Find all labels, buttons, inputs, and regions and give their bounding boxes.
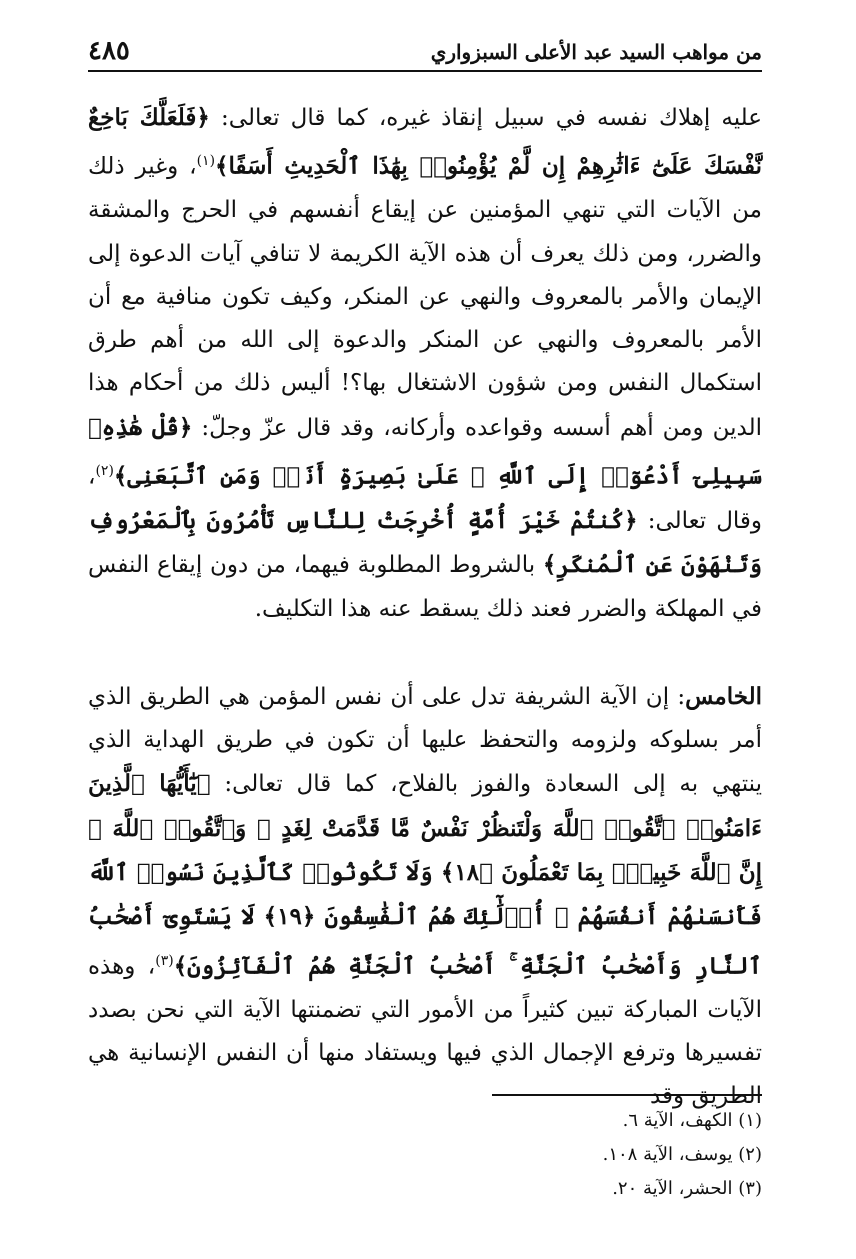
quran-verse: ﴿كُنتُمْ خَيْرَ أُمَّةٍ أُخْرِجَتْ لِلنَّاسِ تَأْمُرُونَ بِٱلْمَعْرُوفِ وَتَنْهَوْنَ عَنِ ٱلْمُنكَرِ﴾ xyxy=(88,506,762,579)
section-lead: الخامس xyxy=(685,682,762,710)
quran-verse: ﴿فَلَعَلَّكَ بَاخِعٌ نَّفْسَكَ عَلَىٰٓ ءَاثَٰرِهِمْ إِن لَّمْ يُؤْمِنُوا۟ بِهَٰذَا ٱلْحَدِيثِ أَسَفًا﴾ xyxy=(88,104,762,180)
footnote-marker: (٣) xyxy=(155,952,174,969)
text-run: عليه إهلاك نفسه في سبيل إنقاذ غيره، كما قال تعالى: xyxy=(209,105,762,131)
footnote-1: (١) الكهف، الآية ٦. xyxy=(622,1110,762,1131)
footnote-2: (٢) يوسف، الآية ١٠٨. xyxy=(602,1144,762,1165)
quran-verse: ﴿قُلْ هَٰذِهِۦ سَبِيلِىٓ أَدْعُوٓا۟ إِلَى ٱللَّهِ ۚ عَلَىٰ بَصِيرَةٍ أَنَا۠ وَمَنِ ٱتَّبَعَنِى﴾ xyxy=(88,413,762,490)
footnote-marker: (١) xyxy=(196,153,216,170)
footnotes xyxy=(262,1104,762,1206)
text-run: بالشروط المطلوبة فيهما، من دون إيقاع النفس في المهلكة والضرر فعند ذلك يسقط عنه هذا التكليف. xyxy=(88,552,762,622)
paragraph-gap xyxy=(88,631,762,675)
page-header xyxy=(88,30,762,72)
footnote-divider xyxy=(492,1094,762,1096)
text-run: ، وهذه الآيات المباركة تبين كثيراً من الأمور التي تضمنتها الآية التي نحن بصدد تفسيرها وترفع الإجمال الذي فيها ويستفاد منها أن النفس الإنسانية هي الطريق وقد xyxy=(88,953,762,1110)
text-run: : إن الآية الشريفة تدل على أن نفس المؤمن هي الطريق الذي أمر بسلوكه ولزومه والتحفظ عليها أن تكون في طريق الهداية الذي ينتهي به إلى السعادة والفوز بالفلاح، كما قال تعالى: xyxy=(88,683,762,798)
footnote-marker: (٢) xyxy=(95,463,114,480)
page-number: ٤٨٥ xyxy=(88,36,130,66)
body-text xyxy=(88,96,762,1119)
footnote-3: (٣) الحشر، الآية ٢٠. xyxy=(612,1178,762,1199)
running-title: من مواهب السيد عبد الأعلى السبزواري xyxy=(430,40,762,64)
text-run: ، وغير ذلك من الآيات التي تنهي المؤمنين عن إيقاع أنفسهم في الحرج والمشقة والضرر، ومن ذلك يعرف أن هذه الآية الكريمة لا تنافي آيات الدعوة إلى الإيمان والأمر بالمعروف والنهي عن المنكر، وكيف تكون منافية مع أن الأمر بالمعروف والنهي عن المنكر والدعوة إلى الله من أهم طرق استكمال النفس ومن شؤون الاشتغال بها؟! أليس ذلك من أحكام هذا الدين ومن أهم أسسه وقواعده وأركانه، وقد قال عزّ وجلّ: xyxy=(88,153,763,441)
quran-verse: ﴿يَٰٓأَيُّهَا ٱلَّذِينَ ءَامَنُوا۟ ٱتَّقُوا۟ ٱللَّهَ وَلْتَنظُرْ نَفْسٌ مَّا قَدَّمَتْ لِغَدٍ ۖ وَٱتَّقُوا۟ ٱللَّهَ ۚ إِنَّ ٱللَّهَ خَبِيرٌۢ بِمَا تَعْمَلُونَ ﴿١٨﴾ وَلَا تَكُونُوا۟ كَٱلَّذِينَ نَسُوا۟ ٱللَّهَ فَأَنسَىٰهُمْ أَنفُسَهُمْ ۚ أُو۟لَٰٓئِكَ هُمُ ٱلْفَٰسِقُونَ ﴿١٩﴾ لَا يَسْتَوِىٓ أَصْحَٰبُ ٱلنَّارِ وَأَصْحَٰبُ ٱلْجَنَّةِ ۚ أَصْحَٰبُ ٱلْجَنَّةِ هُمُ ٱلْفَآئِزُونَ﴾ xyxy=(88,770,762,980)
paragraph-2 xyxy=(88,675,762,1119)
text-run: ، وقال تعالى: xyxy=(88,463,763,534)
paragraph-1 xyxy=(88,96,762,631)
